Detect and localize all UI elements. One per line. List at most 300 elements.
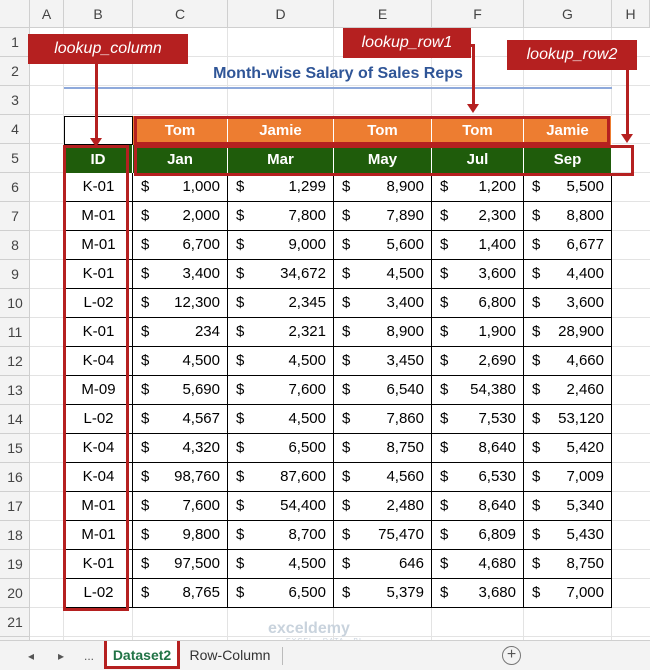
salary-cell[interactable] [228,405,334,434]
salary-cell[interactable] [228,231,334,260]
salary-value: 4,567 [182,410,220,427]
currency-symbol: $ [342,265,351,282]
salary-cell[interactable] [524,289,612,318]
salary-cell[interactable] [133,463,228,492]
salary-cell[interactable] [133,376,228,405]
column-header-bar [0,0,650,28]
currency-symbol: $ [141,439,150,456]
id-cell[interactable]: M-01 [64,231,133,260]
salary-cell[interactable] [432,434,524,463]
month-header-cell[interactable]: Jul [432,145,524,174]
callout-lookup-row1-pointer-vertical [472,44,475,105]
salary-value: 7,009 [566,468,604,485]
salary-cell[interactable] [228,202,334,231]
salary-cell[interactable] [133,579,228,608]
salary-cell[interactable] [228,492,334,521]
currency-symbol: $ [440,294,449,311]
salary-value: 28,900 [558,323,604,340]
row-header-21[interactable]: 21 [0,608,30,637]
column-header-b[interactable]: B [64,0,133,28]
currency-symbol: $ [141,207,150,224]
row-header-19[interactable]: 19 [0,550,30,579]
callout-lookup-row1: lookup_row1 [343,28,471,58]
currency-symbol: $ [236,584,245,601]
salary-value: 7,600 [182,497,220,514]
row-header-3[interactable]: 3 [0,86,30,115]
salary-cell[interactable] [524,347,612,376]
salary-value: 2,321 [288,323,326,340]
salary-value: 4,560 [386,468,424,485]
salary-value: 2,000 [182,207,220,224]
column-header-d[interactable]: D [228,0,334,28]
currency-symbol: $ [141,584,150,601]
salary-cell[interactable] [334,318,432,347]
salary-value: 9,000 [288,236,326,253]
currency-symbol: $ [440,439,449,456]
id-cell[interactable]: K-04 [64,347,133,376]
salary-value: 5,420 [566,439,604,456]
column-header-a[interactable]: A [30,0,64,28]
currency-symbol: $ [141,468,150,485]
currency-symbol: $ [342,584,351,601]
salary-value: 6,530 [478,468,516,485]
salary-value: 4,500 [288,352,326,369]
currency-symbol: $ [342,439,351,456]
currency-symbol: $ [236,410,245,427]
salary-value: 8,900 [386,323,424,340]
salary-cell[interactable] [524,550,612,579]
currency-symbol: $ [532,294,541,311]
salary-value: 6,677 [566,236,604,253]
id-cell[interactable]: L-02 [64,289,133,318]
salary-cell[interactable] [228,173,334,202]
salary-cell[interactable] [334,492,432,521]
currency-symbol: $ [236,381,245,398]
tab-separator [282,647,283,665]
salary-value: 4,320 [182,439,220,456]
salary-cell[interactable] [228,550,334,579]
row-header-bar [0,28,30,640]
salary-value: 34,672 [280,265,326,282]
id-cell[interactable]: K-04 [64,463,133,492]
currency-symbol: $ [236,294,245,311]
salary-value: 8,750 [566,555,604,572]
salary-cell[interactable] [133,521,228,550]
row-header-14[interactable]: 14 [0,405,30,434]
salary-value: 4,500 [182,352,220,369]
month-header-cell[interactable]: Mar [228,145,334,174]
salary-value: 54,400 [280,497,326,514]
salary-cell[interactable] [432,579,524,608]
salary-cell[interactable] [524,579,612,608]
row-header-15[interactable]: 15 [0,434,30,463]
salary-value: 97,500 [174,555,220,572]
currency-symbol: $ [440,323,449,340]
salary-cell[interactable] [432,173,524,202]
sheet-tab-bar [0,640,650,670]
id-header-cell[interactable]: ID [64,145,133,174]
currency-symbol: $ [236,265,245,282]
name-header-cell[interactable]: Tom [432,116,524,145]
salary-value: 7,890 [386,207,424,224]
month-header-cell[interactable]: Jan [133,145,228,174]
currency-symbol: $ [532,178,541,195]
salary-cell[interactable] [228,318,334,347]
salary-value: 75,470 [378,526,424,543]
salary-cell[interactable] [228,463,334,492]
salary-cell[interactable] [334,376,432,405]
salary-cell[interactable] [334,347,432,376]
salary-cell[interactable] [334,463,432,492]
salary-cell[interactable] [334,173,432,202]
salary-value: 8,700 [288,526,326,543]
currency-symbol: $ [532,468,541,485]
salary-cell[interactable] [432,231,524,260]
salary-cell[interactable] [228,289,334,318]
currency-symbol: $ [440,584,449,601]
salary-value: 4,500 [288,410,326,427]
salary-value: 1,000 [182,178,220,195]
sheet-title[interactable]: Month-wise Salary of Sales Reps [64,60,612,89]
salary-cell[interactable] [133,550,228,579]
currency-symbol: $ [440,207,449,224]
salary-cell[interactable] [524,405,612,434]
salary-cell[interactable] [228,579,334,608]
currency-symbol: $ [532,584,541,601]
row-header-13[interactable]: 13 [0,376,30,405]
salary-value: 2,690 [478,352,516,369]
currency-symbol: $ [532,555,541,572]
salary-cell[interactable] [228,347,334,376]
month-header-cell[interactable]: Sep [524,145,612,174]
salary-value: 53,120 [558,410,604,427]
salary-cell[interactable] [133,202,228,231]
scroll-prev-sheet-button[interactable]: ◂ [27,649,35,663]
salary-cell[interactable] [133,347,228,376]
salary-cell[interactable] [432,463,524,492]
callout-lookup-column-arrowhead [90,138,102,147]
currency-symbol: $ [342,294,351,311]
currency-symbol: $ [532,323,541,340]
salary-value: 4,660 [566,352,604,369]
salary-value: 6,500 [288,584,326,601]
row-header-12[interactable]: 12 [0,347,30,376]
salary-value: 7,600 [288,381,326,398]
currency-symbol: $ [440,468,449,485]
currency-symbol: $ [532,410,541,427]
callout-lookup-column: lookup_column [28,34,188,64]
salary-cell[interactable] [524,231,612,260]
currency-symbol: $ [342,178,351,195]
salary-value: 6,809 [478,526,516,543]
salary-cell[interactable] [228,434,334,463]
salary-cell[interactable] [334,202,432,231]
salary-cell[interactable] [524,318,612,347]
salary-value: 9,800 [182,526,220,543]
callout-lookup-row2-arrowhead [621,134,633,143]
watermark-logo-text: exceldemy [268,620,350,637]
currency-symbol: $ [440,410,449,427]
currency-symbol: $ [342,468,351,485]
salary-value: 4,680 [478,555,516,572]
currency-symbol: $ [342,352,351,369]
currency-symbol: $ [532,439,541,456]
currency-symbol: $ [440,178,449,195]
salary-value: 1,900 [478,323,516,340]
salary-value: 5,600 [386,236,424,253]
column-header-g[interactable]: G [524,0,612,28]
salary-cell[interactable] [334,550,432,579]
column-header-c[interactable]: C [133,0,228,28]
salary-value: 98,760 [174,468,220,485]
currency-symbol: $ [342,497,351,514]
currency-symbol: $ [141,178,150,195]
currency-symbol: $ [236,178,245,195]
salary-cell[interactable] [432,550,524,579]
id-cell[interactable]: K-01 [64,550,133,579]
salary-cell[interactable] [334,434,432,463]
name-header-cell[interactable]: Jamie [228,116,334,145]
salary-cell[interactable] [133,405,228,434]
id-cell[interactable]: L-02 [64,579,133,608]
salary-cell[interactable] [524,521,612,550]
currency-symbol: $ [342,410,351,427]
currency-symbol: $ [141,497,150,514]
salary-value: 1,299 [288,178,326,195]
id-cell[interactable]: M-01 [64,521,133,550]
salary-value: 8,640 [478,497,516,514]
salary-value: 5,500 [566,178,604,195]
currency-symbol: $ [236,526,245,543]
id-cell[interactable]: M-01 [64,202,133,231]
currency-symbol: $ [141,381,150,398]
salary-cell[interactable] [228,260,334,289]
currency-symbol: $ [342,526,351,543]
row-header-7[interactable]: 7 [0,202,30,231]
currency-symbol: $ [141,352,150,369]
salary-value: 4,500 [288,555,326,572]
currency-symbol: $ [532,497,541,514]
salary-value: 7,530 [478,410,516,427]
salary-value: 12,300 [174,294,220,311]
salary-value: 6,800 [478,294,516,311]
salary-value: 234 [194,323,220,340]
salary-value: 87,600 [280,468,326,485]
currency-symbol: $ [342,236,351,253]
currency-symbol: $ [236,497,245,514]
salary-cell[interactable] [524,434,612,463]
name-header-cell[interactable]: Tom [133,116,228,145]
currency-symbol: $ [532,526,541,543]
salary-cell[interactable] [524,260,612,289]
currency-symbol: $ [532,236,541,253]
salary-cell[interactable] [524,463,612,492]
currency-symbol: $ [342,381,351,398]
month-header-cell[interactable]: May [334,145,432,174]
salary-value: 2,300 [478,207,516,224]
currency-symbol: $ [440,526,449,543]
salary-value: 3,600 [566,294,604,311]
currency-symbol: $ [440,352,449,369]
salary-value: 7,860 [386,410,424,427]
currency-symbol: $ [141,555,150,572]
salary-cell[interactable] [228,376,334,405]
salary-cell[interactable] [432,492,524,521]
salary-value: 5,379 [386,584,424,601]
currency-symbol: $ [236,439,245,456]
currency-symbol: $ [532,352,541,369]
currency-symbol: $ [236,236,245,253]
salary-cell[interactable] [524,376,612,405]
salary-cell[interactable] [432,521,524,550]
salary-cell[interactable] [334,231,432,260]
tab-dataset2[interactable]: Dataset2 [104,641,180,669]
salary-cell[interactable] [133,289,228,318]
salary-cell[interactable] [432,405,524,434]
salary-value: 6,540 [386,381,424,398]
salary-cell[interactable] [432,260,524,289]
row-header-18[interactable]: 18 [0,521,30,550]
row-header-17[interactable]: 17 [0,492,30,521]
currency-symbol: $ [440,555,449,572]
salary-cell[interactable] [432,347,524,376]
exceldemy-watermark [268,620,350,638]
currency-symbol: $ [342,207,351,224]
salary-cell[interactable] [133,173,228,202]
salary-value: 54,380 [470,381,516,398]
salary-value: 1,400 [478,236,516,253]
id-cell[interactable]: M-09 [64,376,133,405]
scroll-next-sheet-button[interactable]: ▸ [57,649,65,663]
salary-cell[interactable] [334,579,432,608]
currency-symbol: $ [236,468,245,485]
column-header-f[interactable]: F [432,0,524,28]
row-header-4[interactable]: 4 [0,115,30,144]
row-header-10[interactable]: 10 [0,289,30,318]
id-cell[interactable]: M-01 [64,492,133,521]
salary-value: 8,640 [478,439,516,456]
salary-value: 8,900 [386,178,424,195]
currency-symbol: $ [532,207,541,224]
salary-value: 4,500 [386,265,424,282]
callout-lookup-row1-arrowhead [467,104,479,113]
currency-symbol: $ [342,555,351,572]
salary-value: 8,800 [566,207,604,224]
salary-value: 3,400 [386,294,424,311]
salary-cell[interactable] [133,492,228,521]
salary-cell[interactable] [524,202,612,231]
id-cell[interactable]: L-02 [64,405,133,434]
column-header-e[interactable]: E [334,0,432,28]
salary-cell[interactable] [432,289,524,318]
salary-value: 2,345 [288,294,326,311]
currency-symbol: $ [342,323,351,340]
id-cell[interactable]: K-01 [64,318,133,347]
more-sheets-ellipsis[interactable]: ... [83,649,94,663]
salary-cell[interactable] [334,521,432,550]
callout-lookup-row2: lookup_row2 [507,40,637,70]
salary-value: 8,750 [386,439,424,456]
callout-lookup-row2-pointer [626,70,629,136]
salary-cell[interactable] [228,521,334,550]
salary-value: 2,460 [566,381,604,398]
row-header-9[interactable]: 9 [0,260,30,289]
currency-symbol: $ [141,410,150,427]
salary-value: 7,800 [288,207,326,224]
id-cell[interactable]: K-01 [64,173,133,202]
row-header-8[interactable]: 8 [0,231,30,260]
row-header-1[interactable]: 1 [0,28,30,57]
salary-value: 1,200 [478,178,516,195]
currency-symbol: $ [532,265,541,282]
id-cell[interactable]: K-01 [64,260,133,289]
currency-symbol: $ [236,555,245,572]
currency-symbol: $ [141,526,150,543]
name-header-cell[interactable]: Tom [334,116,432,145]
salary-value: 2,480 [386,497,424,514]
salary-cell[interactable] [133,318,228,347]
currency-symbol: $ [440,497,449,514]
salary-cell[interactable] [133,434,228,463]
currency-symbol: $ [236,323,245,340]
row-header-20[interactable]: 20 [0,579,30,608]
salary-value: 3,450 [386,352,424,369]
salary-value: 7,000 [566,584,604,601]
salary-value: 4,400 [566,265,604,282]
tab-row-column[interactable]: Row-Column [189,647,271,663]
add-sheet-button[interactable]: + [502,646,521,665]
salary-value: 5,690 [182,381,220,398]
salary-cell[interactable] [334,260,432,289]
salary-cell[interactable] [334,289,432,318]
currency-symbol: $ [141,294,150,311]
salary-value: 3,600 [478,265,516,282]
currency-symbol: $ [141,236,150,253]
salary-cell[interactable] [432,376,524,405]
gridline-horizontal [30,114,650,115]
currency-symbol: $ [440,265,449,282]
salary-value: 5,340 [566,497,604,514]
salary-cell[interactable] [524,492,612,521]
currency-symbol: $ [236,207,245,224]
salary-cell[interactable] [133,260,228,289]
salary-value: 3,680 [478,584,516,601]
salary-value: 6,700 [182,236,220,253]
callout-lookup-column-pointer [95,64,98,142]
row-header-11[interactable]: 11 [0,318,30,347]
salary-cell[interactable] [334,405,432,434]
row-header-5[interactable]: 5 [0,144,30,173]
row-header-6[interactable]: 6 [0,173,30,202]
salary-value: 5,430 [566,526,604,543]
salary-value: 646 [398,555,424,572]
column-header-h[interactable]: H [612,0,650,28]
row-header-2[interactable]: 2 [0,57,30,86]
salary-cell[interactable] [133,231,228,260]
salary-value: 6,500 [288,439,326,456]
name-header-cell[interactable]: Jamie [524,116,612,145]
id-cell[interactable]: K-04 [64,434,133,463]
select-all-corner[interactable] [0,0,30,28]
salary-cell[interactable] [432,202,524,231]
currency-symbol: $ [440,381,449,398]
currency-symbol: $ [236,352,245,369]
currency-symbol: $ [141,265,150,282]
currency-symbol: $ [440,236,449,253]
salary-cell[interactable] [432,318,524,347]
salary-cell[interactable] [524,173,612,202]
row-header-16[interactable]: 16 [0,463,30,492]
